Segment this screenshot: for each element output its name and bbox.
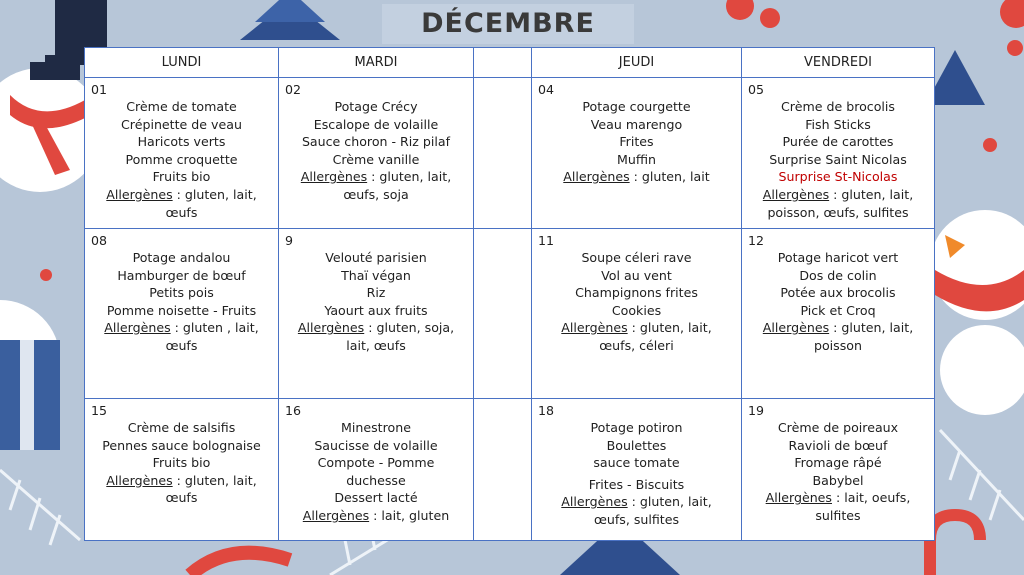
menu-item: Boulettes	[606, 437, 667, 453]
empty-cell-mercredi	[474, 229, 532, 399]
day-number: 18	[538, 403, 555, 418]
allergens-line	[91, 186, 272, 204]
allergen-label: Allergènes	[762, 320, 830, 336]
allergens-line	[748, 489, 928, 507]
menu-item: Cookies	[611, 302, 662, 318]
allergen-values: poisson, œufs, sulfites	[767, 204, 909, 220]
menu-item: Potage andalou	[132, 250, 231, 265]
menu-item: Potage Crécy	[334, 99, 418, 114]
allergens-line	[285, 319, 467, 337]
allergen-label: Allergènes	[561, 320, 628, 336]
day-cell	[279, 229, 474, 399]
allergens-line	[91, 319, 272, 337]
allergen-values: : gluten, lait,	[627, 494, 712, 510]
menu-item: Thaï végan	[341, 267, 411, 283]
header-vendredi: VENDREDI	[742, 48, 935, 78]
menu-item: Fruits bio	[152, 455, 211, 471]
menu-item: Soupe céleri rave	[581, 250, 692, 265]
day-cell	[742, 229, 935, 399]
allergens-line	[538, 493, 735, 511]
allergen-values: œufs, céleri	[599, 337, 674, 353]
menu-item: duchesse	[346, 472, 406, 488]
allergen-label: Allergènes	[106, 472, 173, 488]
day-cell	[742, 399, 935, 541]
allergen-values: : gluten , lait,	[170, 320, 259, 336]
menu-item: Veau marengo	[590, 116, 683, 132]
allergen-values: : gluten, lait,	[172, 186, 257, 202]
allergen-values: œufs, sulfites	[593, 511, 680, 527]
empty-cell-mercredi	[474, 78, 532, 229]
menu-item: Dessert lacté	[334, 490, 418, 506]
allergen-values: œufs, soja	[343, 186, 409, 202]
empty-cell-mercredi	[474, 399, 532, 541]
allergen-label: Allergènes	[300, 169, 368, 185]
allergen-label: Allergènes	[561, 494, 628, 510]
allergen-label: Allergènes	[302, 507, 370, 523]
header-lundi: LUNDI	[85, 48, 279, 78]
header-mercredi	[474, 48, 532, 78]
day-cell	[742, 78, 935, 229]
day-cell	[85, 399, 279, 541]
header-jeudi: JEUDI	[532, 48, 742, 78]
day-number: 15	[91, 403, 108, 418]
menu-item: Crème de tomate	[126, 99, 237, 114]
highlight-item: Surprise St-Nicolas	[778, 169, 898, 185]
menu-item: Champignons frites	[575, 285, 698, 301]
allergen-values: : gluten, lait	[629, 169, 710, 185]
week-row	[85, 229, 935, 399]
allergen-values: lait, œufs	[346, 337, 406, 353]
menu-item: Pomme croquette	[125, 151, 238, 167]
allergen-values: : lait, oeufs,	[832, 490, 911, 506]
menu-item: Pomme noisette - Fruits	[106, 302, 257, 318]
menu-item: Muffin	[616, 151, 656, 167]
menu-item: Hamburger de bœuf	[117, 267, 246, 283]
allergen-values: : gluten, lait,	[829, 320, 914, 336]
day-number: 02	[285, 82, 302, 97]
menu-item: Purée de carottes	[782, 134, 894, 150]
menu-item: Vol au vent	[601, 267, 672, 283]
day-number: 08	[91, 233, 108, 248]
allergen-values: : gluten, soja,	[364, 320, 455, 336]
allergen-values: œufs	[165, 337, 198, 353]
allergen-values: : lait, gluten	[369, 507, 450, 523]
allergen-label: Allergènes	[765, 490, 832, 506]
day-number: 12	[748, 233, 765, 248]
day-cell	[532, 229, 742, 399]
menu-item: Crépinette de veau	[121, 116, 242, 132]
allergen-label: Allergènes	[104, 320, 171, 336]
menu-item: Crème de poireaux	[777, 420, 899, 435]
day-number: 01	[91, 82, 108, 97]
week-row	[85, 78, 935, 229]
menu-item: Babybel	[812, 472, 864, 488]
menu-item: Riz	[366, 285, 386, 301]
day-cell	[532, 399, 742, 541]
menu-item: Potage courgette	[582, 99, 691, 114]
day-cell	[532, 78, 742, 229]
menu-item: Fromage râpé	[794, 455, 882, 471]
menu-item: sauce tomate	[593, 455, 680, 471]
allergen-values: : gluten, lait,	[829, 186, 914, 202]
allergens-line	[285, 168, 467, 186]
menu-item: Haricots verts	[137, 134, 226, 150]
menu-calendar-table	[84, 47, 935, 541]
menu-item: Surprise Saint Nicolas	[769, 151, 907, 167]
menu-item: Frites	[619, 134, 654, 150]
menu-item: Fruits bio	[152, 169, 211, 185]
allergen-values: poisson	[813, 337, 862, 353]
menu-item: Crème de brocolis	[781, 99, 895, 114]
allergen-label: Allergènes	[563, 169, 630, 185]
day-number: 11	[538, 233, 555, 248]
allergens-line	[91, 472, 272, 490]
allergen-label: Allergènes	[297, 320, 365, 336]
allergen-values: : gluten, lait,	[627, 320, 712, 336]
menu-item: Potée aux brocolis	[780, 285, 896, 301]
day-number: 9	[285, 233, 294, 248]
allergen-label: Allergènes	[106, 186, 173, 202]
menu-item: Fish Sticks	[805, 116, 871, 132]
header-row	[85, 48, 935, 78]
menu-item: Yaourt aux fruits	[324, 302, 428, 318]
menu-item: Velouté parisien	[325, 250, 427, 265]
week-row	[85, 399, 935, 541]
menu-item: Potage potiron	[590, 420, 683, 435]
menu-item: Petits pois	[149, 285, 214, 301]
day-cell	[85, 229, 279, 399]
header-mardi: MARDI	[279, 48, 474, 78]
day-number: 16	[285, 403, 302, 418]
menu-item: Dos de colin	[799, 267, 877, 283]
menu-item: Escalope de volaille	[313, 116, 439, 132]
day-number: 19	[748, 403, 765, 418]
allergen-values: œufs	[165, 204, 198, 220]
menu-item: Frites - Biscuits	[588, 476, 685, 492]
day-number: 04	[538, 82, 555, 97]
menu-item: Ravioli de bœuf	[788, 437, 888, 453]
allergens-line	[538, 319, 735, 337]
allergens-line	[748, 186, 928, 204]
page-title: DÉCEMBRE	[382, 4, 634, 44]
day-cell	[85, 78, 279, 229]
menu-item: Minestrone	[341, 420, 411, 435]
menu-item: Sauce choron - Riz pilaf	[301, 134, 451, 150]
menu-item: Pick et Croq	[800, 302, 876, 318]
day-number: 05	[748, 82, 765, 97]
allergen-values: : gluten, lait,	[172, 472, 257, 488]
gift-box-icon	[0, 340, 60, 450]
day-cell	[279, 399, 474, 541]
allergen-label: Allergènes	[762, 186, 830, 202]
menu-item: Compote - Pomme	[317, 455, 435, 471]
menu-item: Pennes sauce bolognaise	[102, 437, 261, 453]
allergens-line	[285, 507, 467, 525]
menu-item: Crème de salsifis	[127, 420, 236, 435]
allergen-values: : gluten, lait,	[367, 169, 452, 185]
menu-item: Potage haricot vert	[777, 250, 899, 265]
allergen-values: sulfites	[815, 507, 861, 523]
allergens-line	[748, 319, 928, 337]
menu-item: Saucisse de volaille	[314, 437, 438, 453]
menu-item: Crème vanille	[332, 151, 420, 167]
allergen-values: œufs	[165, 490, 198, 506]
allergens-line	[538, 168, 735, 186]
day-cell	[279, 78, 474, 229]
